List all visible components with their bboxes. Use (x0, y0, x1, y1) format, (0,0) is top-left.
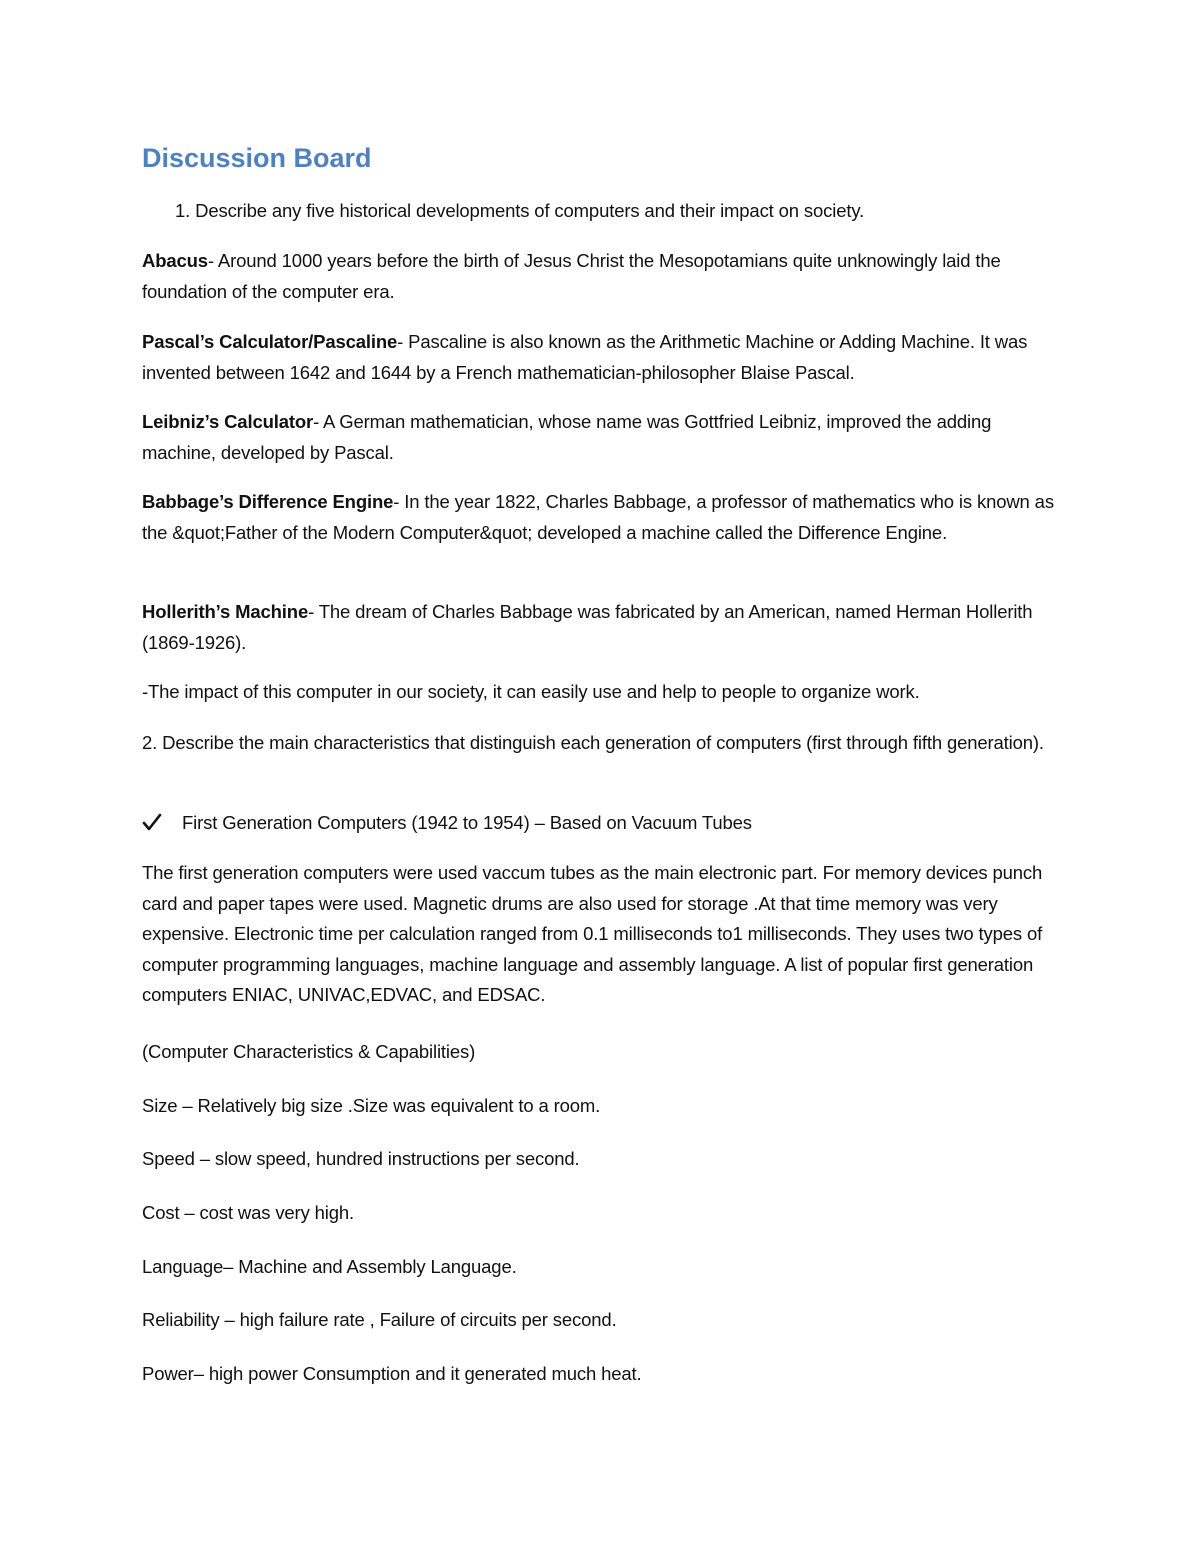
characteristic-cost: Cost – cost was very high. (142, 1202, 355, 1223)
characteristic-size: Size – Relatively big size .Size was equivalent to a room. (142, 1095, 601, 1116)
item-text: - Pascaline is also known as the Arithmetic Machine or Adding Machine. It was invented between 1642 and 1644 by a French mathematician-philosopher Blaise Pascal. (142, 331, 1028, 383)
item-text: - In the year 1822, Charles Babbage, a professor of mathematics who is known as the &quot;Father of the Modern Computer&quot; developed a machine called the Difference Engine. (142, 491, 1054, 543)
item-babbage (142, 487, 1062, 548)
item-leibniz (142, 407, 1062, 468)
generation-heading: First Generation Computers (1942 to 1954) – Based on Vacuum Tubes (182, 812, 752, 833)
item-abacus (142, 246, 1062, 307)
item-text: - Around 1000 years before the birth of Jesus Christ the Mesopotamians quite unknowingly laid the foundation of the computer era. (142, 250, 1001, 302)
item-term: Abacus (142, 250, 208, 271)
question-1: 1. Describe any five historical developments of computers and their impact on society. (175, 200, 865, 221)
characteristic-speed: Speed – slow speed, hundred instructions per second. (142, 1148, 580, 1169)
characteristics-heading: (Computer Characteristics & Capabilities) (142, 1041, 476, 1062)
item-hollerith (142, 597, 1062, 658)
item-term: Babbage’s Difference Engine (142, 491, 394, 512)
item-term: Leibniz’s Calculator (142, 411, 314, 432)
item-term: Pascal’s Calculator/Pascaline (142, 331, 398, 352)
impact-text: -The impact of this computer in our society, it can easily use and help to people to organize work. (142, 681, 920, 702)
item-term: Hollerith’s Machine (142, 601, 309, 622)
characteristic-power: Power– high power Consumption and it generated much heat. (142, 1363, 642, 1384)
page-title: Discussion Board (142, 143, 372, 173)
characteristic-language: Language– Machine and Assembly Language. (142, 1256, 517, 1277)
checkmark-icon (142, 810, 162, 836)
question-2: 2. Describe the main characteristics that distinguish each generation of computers (first through fifth generation). (142, 732, 1044, 753)
generation-paragraph: The first generation computers were used vaccum tubes as the main electronic part. For memory devices punch card and paper tapes were used. Magnetic drums are also used for storage .At that time memory was very expensive. Electronic time per calculation ranged from 0.1 milliseconds to1 milliseconds. They uses two types of computer programming languages, machine language and assembly language. A list of popular first generation computers ENIAC, UNIVAC,EDVAC, and EDSAC. (142, 862, 1043, 1005)
item-text: - A German mathematician, whose name was Gottfried Leibniz, improved the adding machine, developed by Pascal. (142, 411, 992, 463)
item-pascaline (142, 327, 1062, 388)
item-text: - The dream of Charles Babbage was fabricated by an American, named Herman Hollerith (1869-1926). (142, 601, 1033, 653)
characteristic-reliability: Reliability – high failure rate , Failure of circuits per second. (142, 1309, 617, 1330)
